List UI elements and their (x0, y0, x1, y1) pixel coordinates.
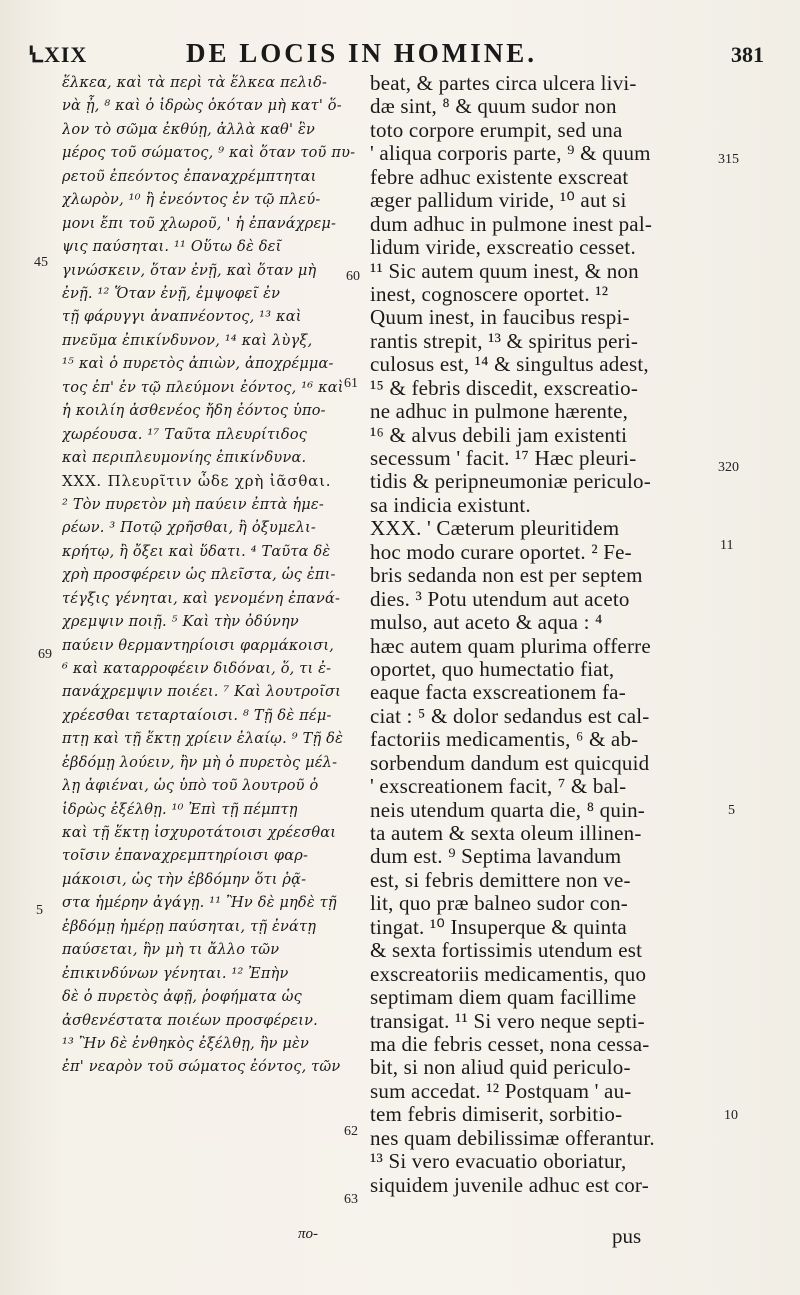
text-line: χρεμψιν ποιῇ. ⁵ Καὶ τὴν ὀδύνην (62, 614, 299, 631)
text-line: oportet, quo humectatio fiat, (370, 657, 615, 681)
text-line: τος ἐπ' ἐν τῷ πλεύμονι ἐόντος, ¹⁶ καὶ (62, 379, 344, 396)
text-line: ' aliqua corporis parte, ⁹ & quum (370, 142, 651, 166)
margin-line-number: 62 (344, 1124, 358, 1139)
text-line: χλωρὸν, ¹⁰ ἢ ἐνεόντος ἐν τῷ πλεύ- (62, 192, 321, 209)
text-line: τέγξις γένηται, καὶ γενομένη ἐπανά- (62, 590, 341, 607)
text-line: sum accedat. ¹² Postquam ' au- (370, 1079, 632, 1103)
margin-line-number: 10 (724, 1108, 738, 1123)
text-line: ² Τὸν πυρετὸν μὴ παύειν ἐπτὰ ἡμε- (62, 496, 324, 513)
text-line: κρήτῳ, ἢ ὄξει καὶ ὕδατι. ⁴ Ταῦτα δὲ (62, 543, 331, 560)
text-line: culosus est, ¹⁴ & singultus adest, (370, 353, 649, 377)
margin-line-number: 5 (728, 803, 735, 818)
text-line: dæ sint, ⁸ & quum sudor non (370, 95, 617, 119)
text-line: ψις παύσηται. ¹¹ Οὕτω δὲ δεῖ (62, 239, 282, 256)
text-line: ρετοῦ ἐπεόντος ἐπαναχρέμπτηται (62, 168, 317, 185)
text-line: ma die febris cesset, nona cessa- (370, 1032, 650, 1056)
text-line: tingat. ¹⁰ Insuperque & quinta (370, 915, 627, 939)
text-line: ¹³ Si vero evacuatio oboriatur, (370, 1150, 627, 1174)
text-line: dies. ³ Potu utendum aut aceto (370, 587, 630, 611)
margin-line-number: 5 (36, 903, 43, 918)
text-line: ta autem & sexta oleum illinen- (370, 822, 642, 845)
text-line: septimam diem quam facillime (370, 986, 637, 1010)
text-line: inest, cognoscere oportet. ¹² (370, 282, 609, 306)
text-line: secessum ' facit. ¹⁷ Hæc pleuri- (370, 447, 637, 470)
text-line: χρέεσθαι τεταρταίοισι. ⁸ Τῇ δὲ πέμ- (62, 707, 332, 724)
text-line: eaque facta exscreationem fa- (370, 681, 626, 705)
text-line: bris sedanda non est per septem (370, 564, 643, 588)
text-line: febre adhuc existente exscreat (370, 165, 629, 189)
text-line: ἑβδόμῃ λούειν, ἢν μὴ ὁ πυρετὸς μέλ- (62, 754, 338, 771)
text-line: ¹¹ Sic autem quum inest, & non (370, 259, 639, 283)
text-line: πνεῦμα ἐπικίνδυνον, ¹⁴ καὶ λὺγξ, (62, 332, 313, 349)
section-heading: XXX. ' Cæterum pleuritidem (370, 517, 620, 541)
text-line: ρέων. ³ Ποτῷ χρῆσθαι, ἢ ὀξυμελι- (62, 520, 316, 537)
text-line: transigat. ¹¹ Si vero neque septi- (370, 1009, 645, 1033)
latin-text-column (370, 72, 715, 1197)
text-line: exscreatoriis medicamentis, quo (370, 962, 647, 986)
text-line: ἐπ' νεαρὸν τοῦ σώματος ἐόντος, τῶν (62, 1059, 341, 1076)
text-line: ciat : ⁵ & dolor sedandus est cal- (370, 704, 650, 728)
text-line: ἕλκεα, καὶ τὰ περὶ τὰ ἕλκεα πελιδ- (62, 75, 328, 91)
text-line: est, si febris demittere non ve- (370, 868, 631, 892)
text-line: æger pallidum viride, ¹⁰ aut si (370, 189, 627, 213)
text-line: factoriis medicamentis, ⁶ & ab- (370, 728, 639, 752)
running-header (28, 38, 768, 72)
text-line: νὰ ᾖ, ⁸ καὶ ὁ ἱδρὼς ὁκόταν μὴ κατ' ὅ- (62, 98, 342, 115)
text-line: ἐνῇ. ¹² Ὅταν ἐνῇ, ἐμψοφεῖ ἐν (62, 285, 281, 302)
text-line: ¹⁵ & febris discedit, exscreatio- (370, 376, 639, 400)
text-line: bit, si non aliud quid periculo- (370, 1056, 631, 1080)
section-heading: XXX. Πλευρῖτιν ὧδε χρὴ ἰᾶσθαι. (62, 472, 332, 491)
text-line: παύειν θερμαντηρίοισι φαρμάκοισι, (62, 637, 335, 654)
text-line: δὲ ὁ πυρετὸς ἀφῇ, ῥοφήματα ὡς (62, 989, 302, 1006)
text-line: πανάχρεμψιν ποιέει. ⁷ Καὶ λουτροῖσι (62, 684, 341, 701)
text-line: lit, quo præ balneo sudor con- (370, 892, 628, 916)
text-line: ἡ κοιλίη ἀσθενέος ἤδη ἐόντος ὑπο- (62, 403, 326, 420)
text-line: Quum inest, in faucibus respi- (370, 306, 630, 330)
text-line: λῃ ἀφιέναι, ὡς ὑπὸ τοῦ λουτροῦ ὁ (62, 778, 319, 795)
latin-catchword: pus (612, 1224, 642, 1248)
margin-line-number: 60 (346, 269, 360, 284)
text-line: nes quam debilissimæ offerantur. (370, 1126, 655, 1150)
text-line: γινώσκειν, ὅταν ἐνῇ, καὶ ὅταν μὴ (62, 262, 317, 279)
text-line: χρὴ προσφέρειν ὡς πλεῖστα, ὡς ἐπι- (62, 567, 336, 584)
text-line: mulso, aut aceto & aqua : ⁴ (370, 611, 603, 635)
text-line: dum est. ⁹ Septima lavandum (370, 845, 622, 869)
text-line: siquidem juvenile adhuc est cor- (370, 1173, 649, 1197)
text-line: τῇ φάρυγγι ἀναπνέοντος, ¹³ καὶ (62, 309, 302, 326)
text-line: πτῃ καὶ τῇ ἕκτῃ χρίειν ἐλαίῳ. ⁹ Τῇ δὲ (62, 731, 344, 748)
margin-section-number: 11 (720, 538, 734, 553)
text-line: tidis & peripneumoniæ periculo- (370, 470, 651, 494)
text-line: lidum viride, exscreatio cesset. (370, 236, 636, 260)
text-line: toto corpore erumpit, sed una (370, 118, 623, 142)
text-line: μέρος τοῦ σώματος, ⁹ καὶ ὅταν τοῦ πυ- (62, 145, 356, 162)
text-line: μονι ἔπι τοῦ χλωροῦ, ' ἡ ἐπανάχρεμ- (62, 215, 337, 232)
running-title: DE LOCIS IN HOMINE. (186, 38, 538, 68)
text-line: dum adhuc in pulmone inest pal- (370, 212, 653, 236)
text-line: ⁶ καὶ καταρροφέειν διδόναι, ὅ, τι ἐ- (62, 660, 332, 677)
margin-line-number: 45 (34, 255, 48, 270)
margin-line-number: 61 (344, 376, 358, 391)
text-line: neis utendum quarta die, ⁸ quin- (370, 798, 645, 822)
text-line: sa indicia existunt. (370, 493, 531, 517)
margin-line-number: 320 (718, 460, 739, 475)
text-line: χωρέουσα. ¹⁷ Ταῦτα πλευρίτιδος (62, 426, 308, 443)
page-number: 381 (731, 42, 764, 67)
text-line: ¹⁵ καὶ ὁ πυρετὸς ἀπιὼν, ἀποχρέμμα- (62, 356, 334, 373)
text-line: στα ἡμέρην ἀγάγῃ. ¹¹ Ἢν δὲ μηδὲ τῇ (62, 895, 337, 912)
section-marker: ꝆXIX (28, 42, 88, 67)
text-line: παύσεται, ἢν μὴ τι ἄλλο τῶν (62, 942, 280, 959)
text-line: rantis strepit, ¹³ & spiritus peri- (370, 329, 639, 353)
text-line: ἀσθενέστατα ποιέων προσφέρειν. (62, 1012, 318, 1029)
greek-text-column (62, 72, 362, 1080)
text-line: sorbendum dandum est quicquid (370, 751, 650, 775)
text-line: & sexta fortissimis utendum est (370, 939, 643, 963)
text-line: ἑβδόμῃ ἡμέρῃ παύσηται, τῇ ἐνάτῃ (62, 918, 317, 935)
text-line: hæc autem quam plurima offerre (370, 634, 651, 658)
text-line: ' exscreationem facit, ⁷ & bal- (370, 775, 627, 799)
text-line: ne adhuc in pulmone hærente, (370, 400, 629, 424)
text-line: τοῖσιν ἐπαναχρεμπτηρίοισι φαρ- (62, 848, 309, 865)
text-line: ¹³ Ἢν δὲ ἐνθηκὸς ἐξέλθῃ, ἢν μὲν (62, 1035, 310, 1052)
margin-line-number: 69 (38, 647, 52, 662)
text-line: λον τὸ σῶμα ἐκθύῃ, ἀλλὰ καθ' ἓν (62, 121, 315, 138)
margin-line-number: 315 (718, 152, 739, 167)
text-line: tem febris dimiserit, sorbitio- (370, 1103, 623, 1127)
text-line: ἐπικινδύνων γένηται. ¹² Ἐπὴν (62, 965, 289, 982)
text-line: καὶ περιπλευμονίης ἐπικίνδυνα. (62, 450, 307, 466)
text-line: μάκοισι, ὡς τὴν ἑβδόμην ὅτι ῥᾷ- (62, 871, 307, 888)
margin-line-number: 63 (344, 1192, 358, 1207)
text-line: hoc modo curare oportet. ² Fe- (370, 540, 632, 564)
text-line: καὶ τῇ ἕκτῃ ἰσχυροτάτοισι χρέεσθαι (62, 825, 337, 841)
text-line: ¹⁶ & alvus debili jam existenti (370, 423, 628, 447)
greek-catchword: πο- (298, 1226, 319, 1242)
text-line: ἱδρὼς ἐξέλθῃ. ¹⁰ Ἐπὶ τῇ πέμπτῃ (62, 801, 298, 818)
text-line: beat, & partes circa ulcera livi- (370, 72, 637, 95)
